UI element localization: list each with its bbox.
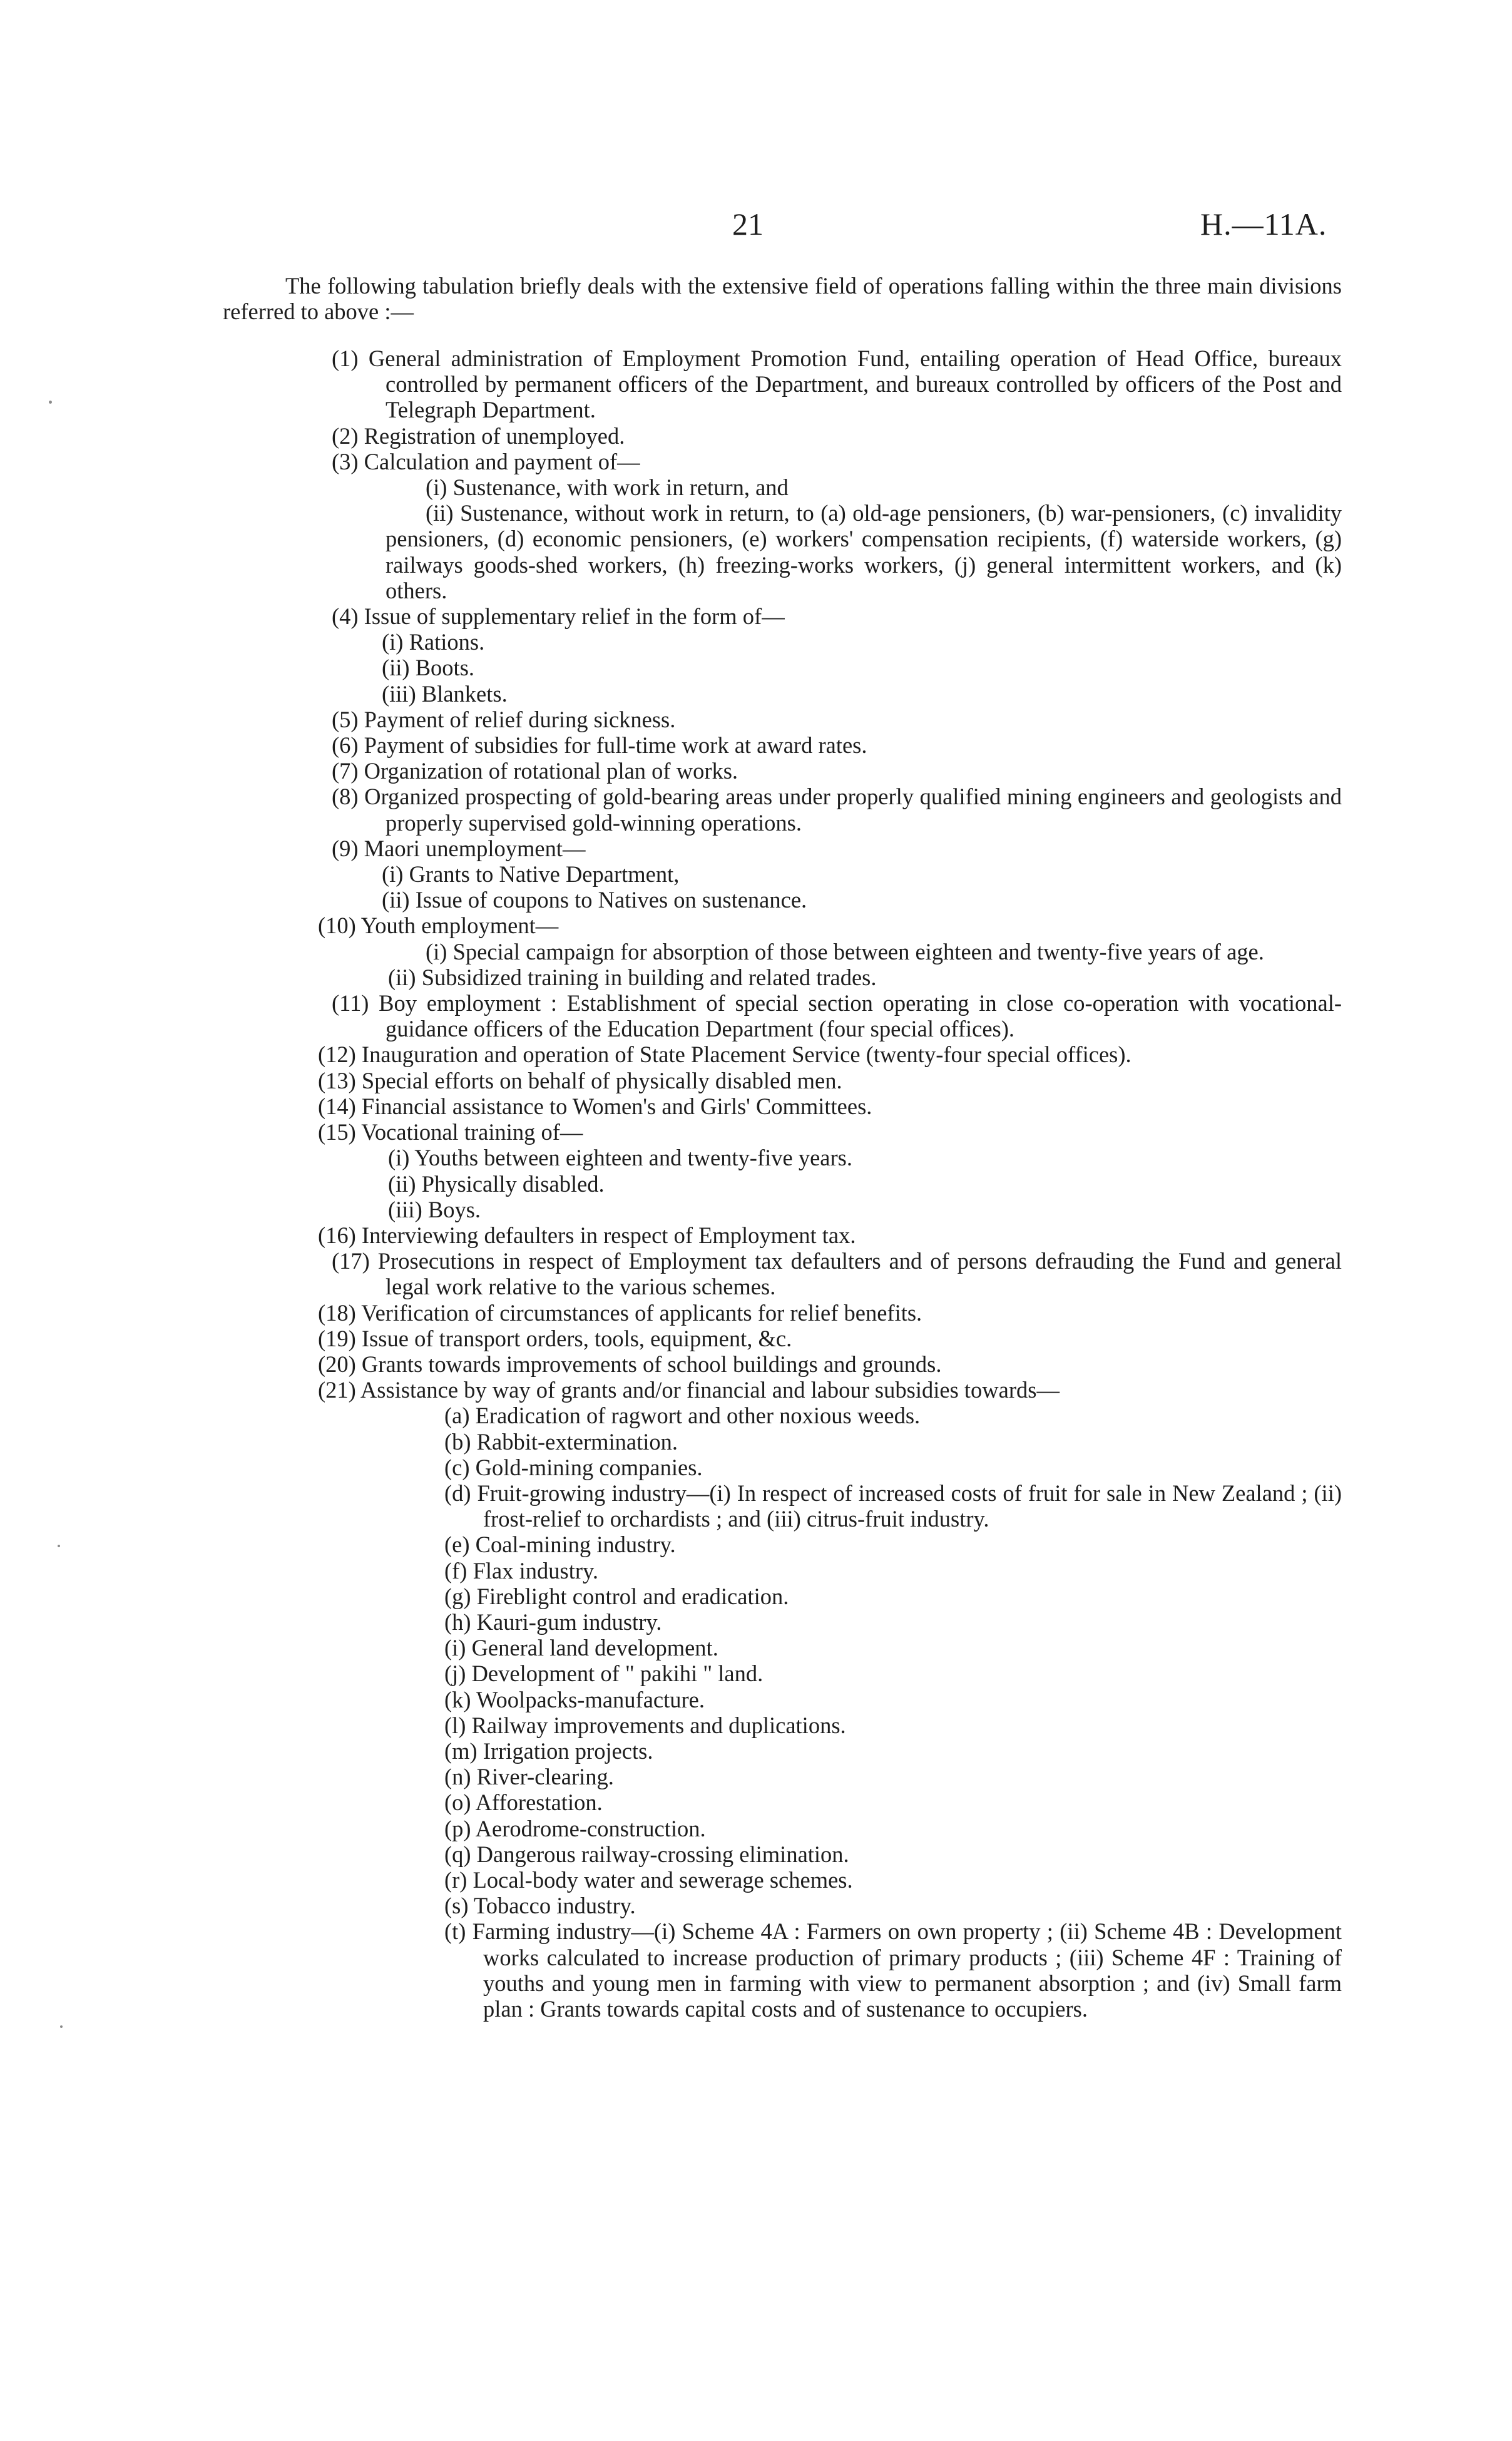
intro-paragraph <box>223 273 1342 324</box>
list-subitem: (a) Eradication of ragwort and other noxious weeds. <box>444 1403 921 1429</box>
list-subitem: (i) Grants to Native Department, <box>382 861 680 888</box>
list-item: (20) Grants towards improvements of school buildings and grounds. <box>318 1351 942 1377</box>
list-subitem: (ii) Subsidized training in building and related trades. <box>388 964 877 990</box>
list-item: (15) Vocational training of— <box>318 1119 583 1145</box>
list-item: (2) Registration of unemployed. <box>332 422 625 449</box>
list-subitem: (d) Fruit-growing industry—(i) In respect of increased costs of fruit for sale in New Zealand ; (ii) frost-relief to orchardists ; and (iii) citrus-fruit industry. <box>444 1480 1342 1532</box>
list-subitem: (b) Rabbit-extermination. <box>444 1428 678 1455</box>
list-item: (16) Interviewing defaulters in respect of Employment tax. <box>318 1222 856 1248</box>
list-item: (13) Special efforts on behalf of physically disabled men. <box>318 1067 842 1093</box>
list-subitem: (c) Gold-mining companies. <box>444 1454 703 1480</box>
list-item: (11) Boy employment : Establishment of special section operating in close co-operation with vocational-guidance officers of the Education Department (four special offices). <box>332 990 1342 1042</box>
list-subitem: (n) River-clearing. <box>444 1764 614 1790</box>
list-subitem: (g) Fireblight control and eradication. <box>444 1583 789 1609</box>
scan-speck <box>58 1545 60 1547</box>
list-subitem: (ii) Sustenance, without work in return, to (a) old-age pensioners, (b) war-pensioners, (c) invalidity pensioners, (d) economic pensioners, (e) workers' compensation recipients, (f) waterside workers, (g) railways goods-shed workers, (h) freezing-works workers, (j) general intermittent workers, and (k) others. <box>386 500 1342 603</box>
list-subitem: (i) General land development. <box>444 1635 718 1661</box>
list-item: (7) Organization of rotational plan of works. <box>332 758 738 784</box>
list-subitem: (p) Aerodrome-construction. <box>444 1815 706 1841</box>
list-item: (21) Assistance by way of grants and/or financial and labour subsidies towards— <box>318 1377 1060 1403</box>
list-subitem: (iii) Blankets. <box>382 680 508 707</box>
list-subitem: (t) Farming industry—(i) Scheme 4A : Farmers on own property ; (ii) Scheme 4B : Development works calculated to increase production of primary products ; (iii) Scheme 4F : Training of youths and young men in farming with view to permanent absorption ; and (iv) Small farm plan : Grants towards capital costs and of sustenance to occupiers. <box>444 1918 1342 2022</box>
list-subitem: (j) Development of " pakihi " land. <box>444 1661 764 1687</box>
list-subitem: (i) Sustenance, with work in return, and <box>426 474 789 501</box>
list-subitem: (ii) Issue of coupons to Natives on sustenance. <box>382 887 807 913</box>
list-item: (3) Calculation and payment of— <box>332 448 640 474</box>
document-reference: H.—11A. <box>1200 207 1327 242</box>
list-item: (5) Payment of relief during sickness. <box>332 706 676 732</box>
list-subitem: (o) Afforestation. <box>444 1789 603 1816</box>
list-subitem: (s) Tobacco industry. <box>444 1893 636 1919</box>
list-subitem: (ii) Physically disabled. <box>388 1170 605 1197</box>
list-item: (6) Payment of subsidies for full-time work at award rates. <box>332 732 867 759</box>
list-subitem: (e) Coal-mining industry. <box>444 1532 676 1558</box>
list-subitem: (r) Local-body water and sewerage schemes. <box>444 1866 853 1893</box>
list-item: (1) General administration of Employment Promotion Fund, entailing operation of Head Office, bureaux controlled by permanent officers of the Department, and bureaux controlled by officers of the Post and Telegraph Department. <box>332 345 1342 423</box>
list-subitem: (ii) Boots. <box>382 655 475 681</box>
list-item: (10) Youth employment— <box>318 913 559 939</box>
list-subitem: (q) Dangerous railway-crossing elimination. <box>444 1841 849 1867</box>
operations-list <box>318 345 1342 2022</box>
list-subitem: (iii) Boys. <box>388 1196 481 1222</box>
list-subitem: (i) Youths between eighteen and twenty-five years. <box>388 1145 852 1171</box>
list-subitem: (l) Railway improvements and duplications. <box>444 1712 846 1738</box>
list-subitem: (k) Woolpacks-manufacture. <box>444 1686 705 1712</box>
list-subitem: (i) Special campaign for absorption of those between eighteen and twenty-five years of age. <box>426 938 1264 965</box>
intro-text: The following tabulation briefly deals with the extensive field of operations falling within the three main divisions referred to above :— <box>223 273 1342 324</box>
scan-speck <box>60 2025 63 2028</box>
list-item: (12) Inauguration and operation of State Placement Service (twenty-four special offices). <box>318 1041 1131 1068</box>
list-item: (9) Maori unemployment— <box>332 835 586 861</box>
list-subitem: (h) Kauri-gum industry. <box>444 1609 662 1635</box>
list-item: (4) Issue of supplementary relief in the form of— <box>332 603 785 630</box>
list-item: (14) Financial assistance to Women's and Girls' Committees. <box>318 1093 872 1119</box>
list-subitem: (f) Flax industry. <box>444 1557 599 1584</box>
scan-speck <box>49 401 52 404</box>
page-number: 21 <box>732 207 764 242</box>
list-item: (17) Prosecutions in respect of Employment tax defaulters and of persons defrauding the Fund and general legal work relative to the various schemes. <box>332 1248 1342 1300</box>
list-item: (18) Verification of circumstances of applicants for relief benefits. <box>318 1299 922 1326</box>
list-subitem: (m) Irrigation projects. <box>444 1737 653 1764</box>
list-item: (19) Issue of transport orders, tools, equipment, &c. <box>318 1325 792 1351</box>
list-subitem: (i) Rations. <box>382 629 485 655</box>
list-item: (8) Organized prospecting of gold-bearing areas under properly qualified mining engineers and geologists and properly supervised gold-winning operations. <box>332 784 1342 836</box>
